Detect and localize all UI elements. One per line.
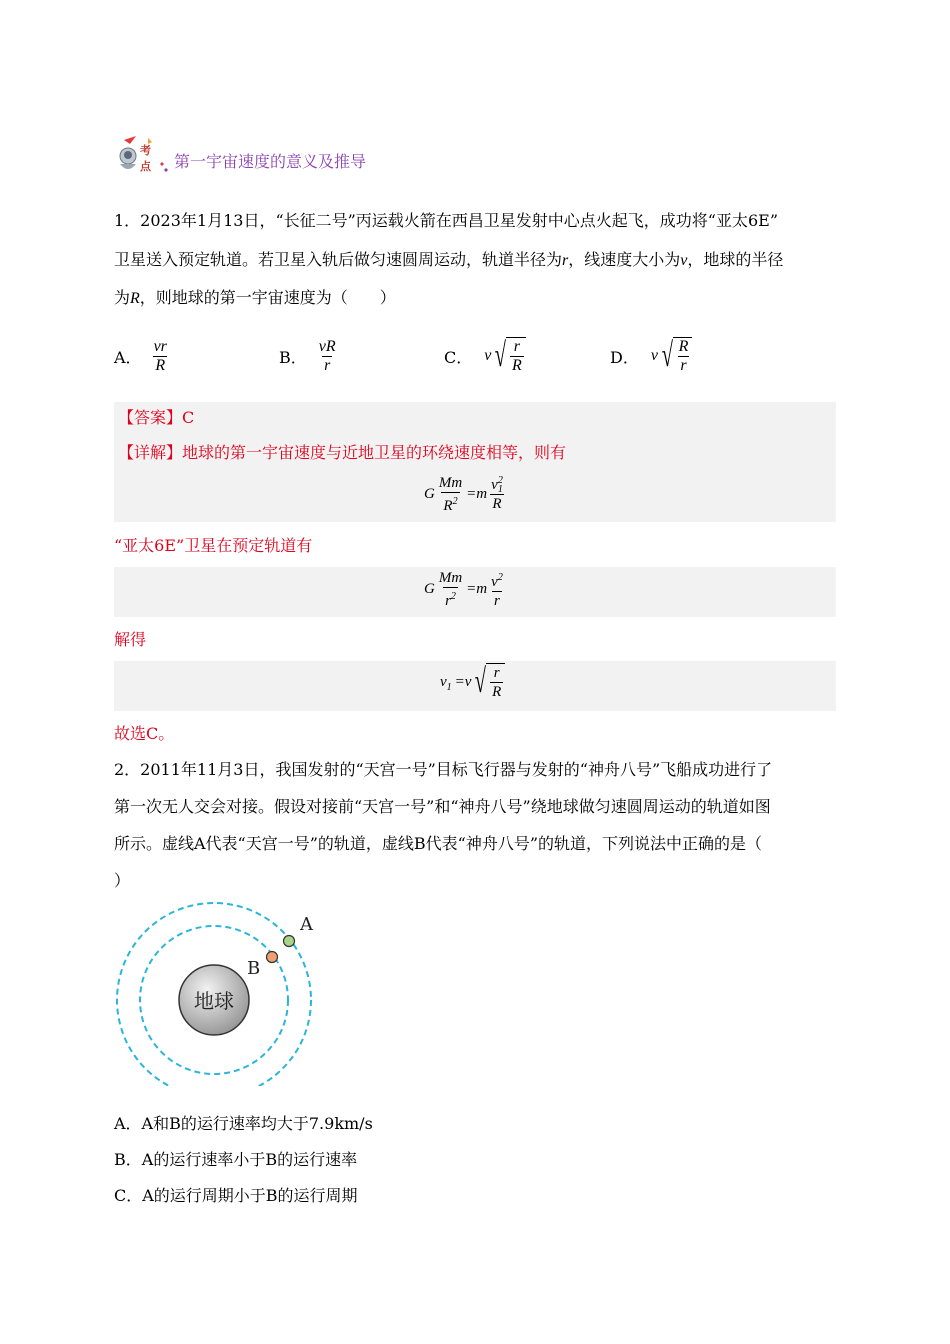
text-preset-orbit: “亚太6E”卫星在预定轨道有: [114, 536, 313, 555]
satellite-b: [267, 952, 278, 963]
q2-line1: 2．2011年11月3日，我国发射的“天宫一号”目标飞行器与发射的“神舟八号”飞船成功进行了: [114, 760, 773, 779]
orbit-figure: [110, 900, 340, 1086]
satellite-a: [284, 936, 295, 947]
equation-3-box: [114, 661, 836, 711]
equation-2-box: [114, 567, 836, 617]
q2-option-c[interactable]: C．A的运行周期小于B的运行周期: [114, 1186, 358, 1205]
q1-line3: 为R，则地球的第一宇宙速度为（ ）: [114, 288, 396, 307]
section-title: 第一宇宙速度的意义及推导: [174, 152, 367, 171]
answer-block: [114, 402, 836, 522]
q2-line3: 所示。虚线A代表“天宫一号”的轨道，虚线B代表“神舟八号”的轨道，下列说法中正确的是（: [114, 834, 763, 853]
q1-line2: 卫星送入预定轨道。若卫星入轨后做匀速圆周运动，轨道半径为r，线速度大小为v，地球的半径: [114, 250, 784, 269]
answer-line: 【答案】C: [118, 408, 195, 427]
q1-option-d[interactable]: D． v √ $\frac{R}{r}$: [610, 326, 692, 386]
equation-1: G $\frac{Mm}{R^2}$ =m v 2 1 R: [424, 475, 503, 514]
badge-text-bottom: 点: [140, 160, 151, 173]
q2-option-a[interactable]: A．A和B的运行速率均大于7.9km/s: [114, 1114, 373, 1133]
text-solve: 解得: [114, 630, 147, 649]
q1-option-b[interactable]: B． $\frac{vR}{r}$: [279, 337, 336, 374]
label-a: A: [300, 914, 313, 935]
q1-line1: 1．2023年1月13日，“长征二号”丙运载火箭在西昌卫星发射中心点火起飞，成功将“亚太6E”: [114, 211, 779, 230]
detail-line: 【详解】地球的第一宇宙速度与近地卫星的环绕速度相等，则有: [118, 443, 567, 462]
equation-2: G $\frac{Mm}{r^2}$ =m $\frac{v^2}{r}$: [424, 570, 503, 609]
section-badge: [114, 134, 172, 176]
q2-line4: ）: [114, 871, 131, 890]
q2-line2: 第一次无人交会对接。假设对接前“天宫一号”和“神舟八号”绕地球做匀速圆周运动的轨道如图: [114, 797, 771, 816]
badge-text-top: 考: [140, 144, 151, 157]
q1-option-c[interactable]: C． v √ $\frac{r}{R}$: [444, 326, 526, 386]
q1-option-a[interactable]: A． $\frac{vr}{R}$: [114, 337, 167, 374]
label-b: B: [247, 958, 261, 979]
q2-option-b[interactable]: B．A的运行速率小于B的运行速率: [114, 1150, 358, 1169]
equation-3: v $_1$ =v √ $\frac{r}{R}$: [440, 663, 505, 701]
earth-label: 地球: [194, 989, 234, 1013]
conclusion: 故选C。: [114, 724, 175, 743]
